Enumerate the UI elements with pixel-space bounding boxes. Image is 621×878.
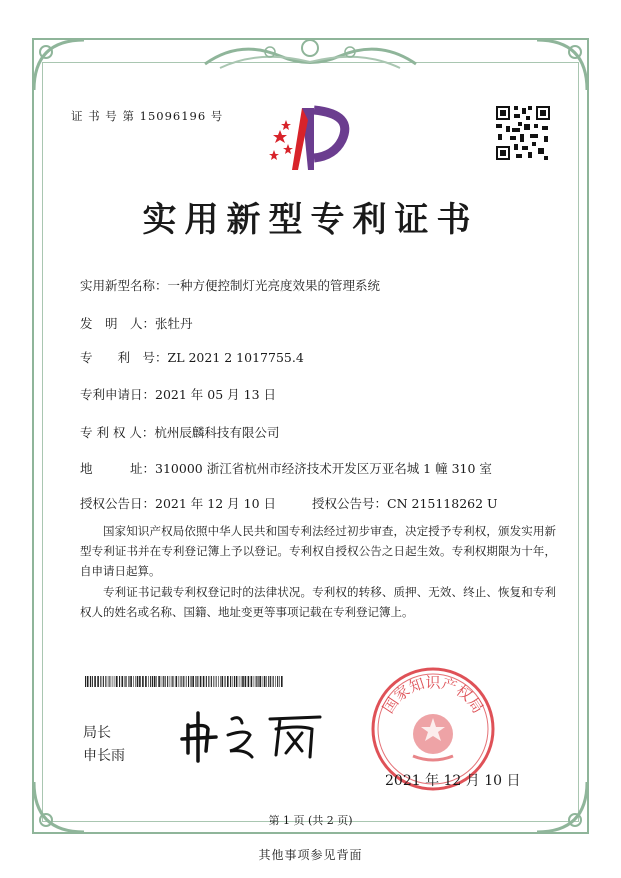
field-label: 专 利 权 人： bbox=[80, 425, 155, 440]
field-inventor bbox=[80, 314, 193, 332]
field-grant-number bbox=[312, 494, 498, 512]
qr-code-icon bbox=[494, 104, 552, 162]
corner-ornament-top-left bbox=[30, 36, 88, 94]
legal-paragraph-grant: 国家知识产权局依照中华人民共和国专利法经过初步审查，决定授予专利权，颁发实用新型专利证书并在专利登记簿上予以登记。专利权自授权公告之日起生效。专利权期限为十年，自申请日起算。 bbox=[80, 524, 556, 578]
field-label: 实用新型名称： bbox=[80, 278, 168, 293]
field-grant-date bbox=[80, 494, 276, 512]
director-name: 申长雨 bbox=[83, 748, 125, 764]
field-label: 专 利 号： bbox=[80, 350, 168, 365]
legal-paragraph-status: 专利证书记载专利权登记时的法律状况。专利权的转移、质押、无效、终止、恢复和专利权人的姓名或名称、国籍、地址变更等事项记载在专利登记簿上。 bbox=[80, 585, 556, 619]
field-label: 授权公告日： bbox=[80, 496, 156, 511]
field-value: 杭州辰麟科技有限公司 bbox=[154, 425, 280, 440]
director-signature bbox=[180, 705, 330, 765]
field-patent-number bbox=[80, 348, 304, 366]
field-value: ZL 2021 2 1017755.4 bbox=[167, 350, 304, 365]
field-value: 2021 年 05 月 13 日 bbox=[155, 387, 277, 402]
field-value: 张牡丹 bbox=[155, 316, 193, 331]
certificate-title: 实用新型专利证书 bbox=[142, 200, 479, 240]
barcode-icon bbox=[85, 676, 285, 687]
corner-ornament-top-right bbox=[533, 36, 591, 94]
field-patentee bbox=[80, 423, 279, 441]
field-label: 地 址： bbox=[80, 461, 156, 476]
back-note: 其他事项参见背面 bbox=[258, 848, 363, 862]
field-label: 专利申请日： bbox=[80, 387, 156, 402]
svg-text:国家知识产权局 bbox=[379, 674, 487, 717]
page-number: 第 1 页 (共 2 页) bbox=[268, 814, 353, 827]
cnipa-logo-icon bbox=[262, 100, 362, 180]
field-value: 一种方便控制灯光亮度效果的管理系统 bbox=[167, 278, 381, 293]
seal-date: 2021 年 12 月 10 日 bbox=[385, 773, 521, 789]
field-utility-model-name bbox=[80, 276, 380, 294]
field-label: 发 明 人： bbox=[80, 316, 156, 331]
seal-text: 国家知识产权局 bbox=[378, 673, 488, 717]
director-title: 局长 bbox=[83, 725, 111, 741]
field-address bbox=[80, 459, 492, 477]
field-value: CN 215118262 U bbox=[387, 496, 498, 511]
top-ornament bbox=[200, 34, 421, 74]
field-value: 310000 浙江省杭州市经济技术开发区万亚名城 1 幢 310 室 bbox=[155, 461, 492, 476]
field-label: 授权公告号： bbox=[312, 496, 388, 511]
certificate-number: 证 书 号 第 15096196 号 bbox=[71, 109, 224, 123]
field-value: 2021 年 12 月 10 日 bbox=[155, 496, 277, 511]
field-filing-date bbox=[80, 385, 276, 403]
